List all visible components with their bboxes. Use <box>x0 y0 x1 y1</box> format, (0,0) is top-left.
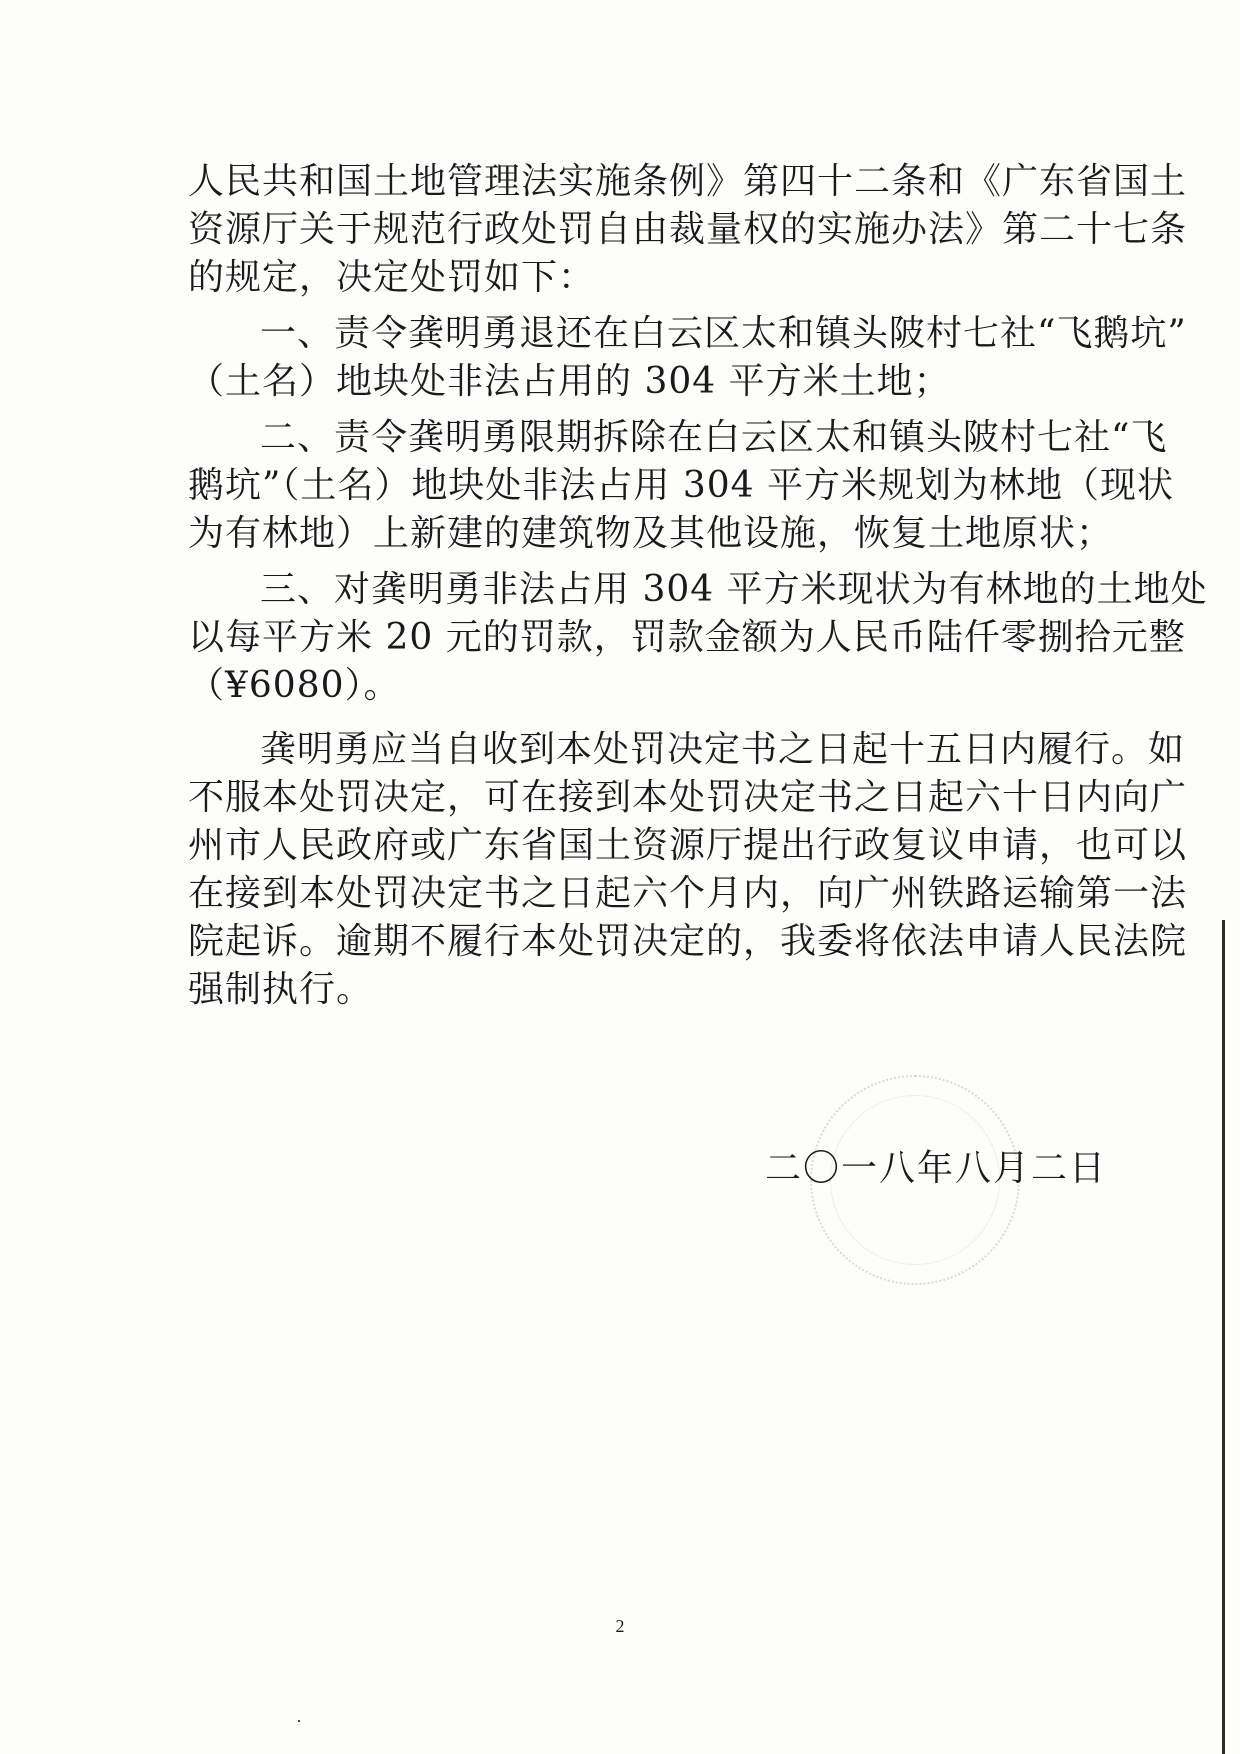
body-text <box>188 158 1208 1014</box>
text-line: （¥6080）。 <box>188 665 401 706</box>
text-line: 以每平方米 20 元的罚款，罚款金额为人民币陆仟零捌拾元整 <box>188 617 1186 658</box>
text-line: 不服本处罚决定，可在接到本处罚决定书之日起六十日内向广 <box>188 777 1188 818</box>
text-line: 龚明勇应当自收到本处罚决定书之日起十五日内履行。如 <box>260 729 1186 770</box>
scan-edge-line <box>1222 920 1225 1754</box>
text-line: 二、责令龚明勇限期拆除在白云区太和镇头陂村七社“飞 <box>260 417 1168 458</box>
text-line: 院起诉。逾期不履行本处罚决定的，我委将依法申请人民法院 <box>188 921 1188 962</box>
scan-speck <box>298 1720 300 1722</box>
page-number: 2 <box>615 1616 625 1636</box>
text-line: 资源厅关于规范行政处罚自由裁量权的实施办法》第二十七条 <box>188 209 1188 250</box>
text-line: 一、责令龚明勇退还在白云区太和镇头陂村七社“飞鹅坑” <box>260 313 1187 354</box>
text-line: 州市人民政府或广东省国土资源厅提出行政复议申请，也可以 <box>188 825 1188 866</box>
text-line: 强制执行。 <box>188 969 374 1010</box>
document-date: 二〇一八年八月二日 <box>765 1148 1108 1189</box>
text-line: 为有林地）上新建的建筑物及其他设施，恢复土地原状； <box>188 513 1114 554</box>
text-line: （土名）地块处非法占用的 304 平方米土地； <box>188 361 951 402</box>
text-line: 在接到本处罚决定书之日起六个月内，向广州铁路运输第一法 <box>188 873 1188 914</box>
text-line: 三、对龚明勇非法占用 304 平方米现状为有林地的土地处 <box>260 569 1208 610</box>
text-line: 鹅坑”（土名）地块处非法占用 304 平方米规划为林地（现状 <box>188 465 1175 506</box>
text-line: 人民共和国土地管理法实施条例》第四十二条和《广东省国土 <box>188 161 1188 202</box>
text-line: 的规定，决定处罚如下： <box>188 257 596 298</box>
